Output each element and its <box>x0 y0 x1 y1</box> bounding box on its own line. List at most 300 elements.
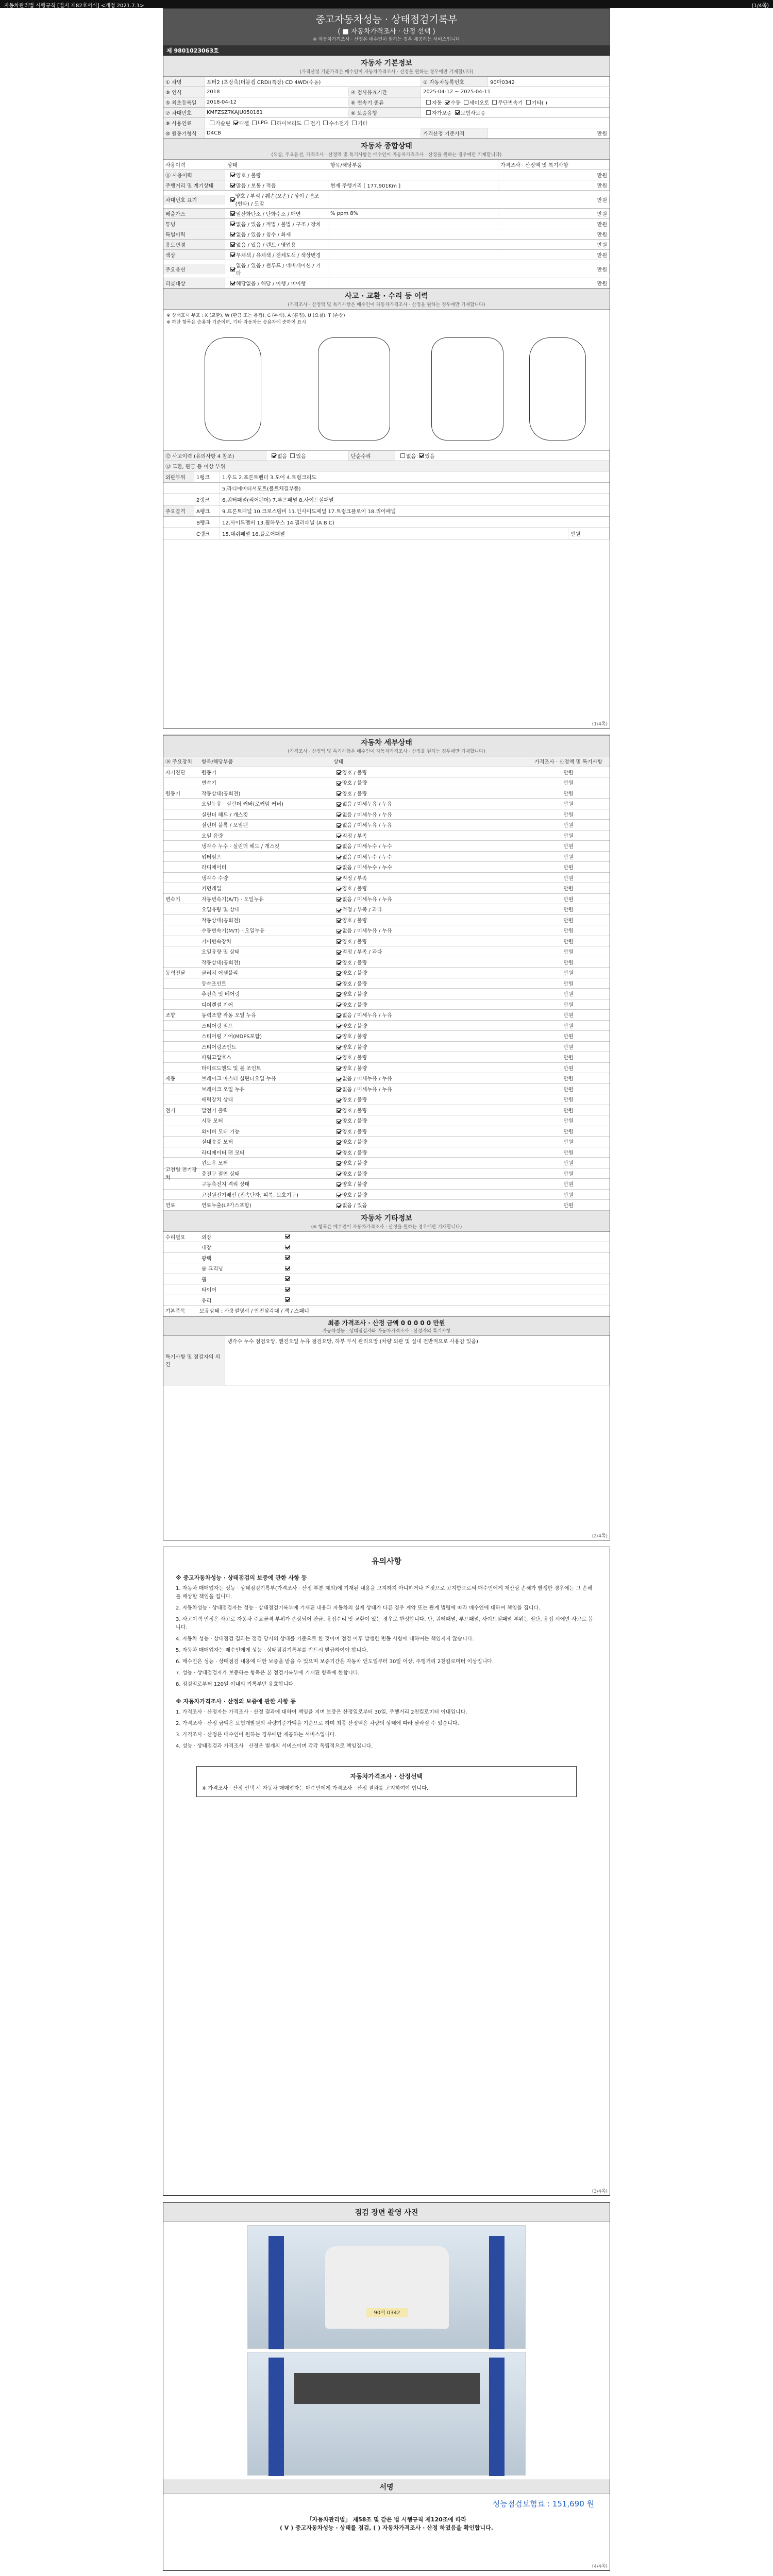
detail-row <box>163 999 610 1010</box>
state-checkbox[interactable] <box>337 1193 341 1197</box>
detail-price: 만원 <box>563 1055 574 1061</box>
inspect-value: 2025-04-12 ~ 2025-04-11 <box>421 88 610 96</box>
summary-row-price: 만원 <box>498 180 610 190</box>
detail-item: 발전기 출력 <box>201 1108 228 1114</box>
checkbox-gasoline[interactable] <box>210 121 214 125</box>
history-label: ⑫ 사고이력 (유의사항 4 참조) <box>163 451 266 461</box>
detail-price: 만원 <box>563 950 574 956</box>
accident-hint: (가격조사 · 산정액 및 특기사항은 매수인이 자동차가격조사 · 산정을 원하는 경우에만 기재합니다) <box>288 302 485 308</box>
detail-row <box>163 1137 610 1147</box>
detail-price: 만원 <box>563 1065 574 1072</box>
other-header <box>163 1211 610 1232</box>
summary-row <box>163 260 610 278</box>
state-checkbox[interactable] <box>337 823 341 828</box>
detail-item: 구동축전지 격리 상태 <box>201 1182 250 1188</box>
state-checkbox[interactable] <box>337 908 341 912</box>
summary-row-state-text: 무채색 / 유채색 / 전체도색 / 색상변경 <box>236 253 321 259</box>
opt-hybrid: 하이브리드 <box>276 121 301 127</box>
detail-row <box>163 852 610 862</box>
opt-simple-yes: 있음 <box>425 454 435 460</box>
state-checkbox[interactable] <box>337 992 341 997</box>
detail-item: 브레이크 오일 누유 <box>201 1087 245 1093</box>
state-checkbox[interactable] <box>337 1013 341 1018</box>
first-reg-value: 2018-04-12 <box>205 98 349 106</box>
detail-item: 동력조향 작동 오일 누유 <box>201 1013 257 1019</box>
detail-state <box>333 853 527 860</box>
state-checkbox[interactable] <box>337 1129 341 1134</box>
detail-row <box>163 873 610 884</box>
detail-price: 만원 <box>563 875 574 882</box>
other-item: 타이어 <box>201 1287 216 1294</box>
opt-diesel: 디젤 <box>239 121 249 127</box>
checkbox-hydrogen[interactable] <box>323 121 328 125</box>
summary-row-state <box>225 250 328 260</box>
detail-item: 커먼레일 <box>201 886 222 892</box>
state-checkbox[interactable] <box>285 1287 290 1292</box>
checkbox-electric[interactable] <box>305 121 309 125</box>
basic-row-5 <box>163 118 610 128</box>
summary-row-state-text: 일산화탄소 / 탄화수소 / 매연 <box>236 212 301 217</box>
state-checkbox[interactable] <box>230 183 235 188</box>
year-label: ③ 연식 <box>163 87 205 97</box>
detail-state <box>333 926 527 934</box>
fee-line <box>163 2494 610 2513</box>
detail-row <box>163 1168 610 1179</box>
detail-price: 만원 <box>563 781 574 787</box>
state-checkbox[interactable] <box>230 197 234 202</box>
notice-item: 1. 가격조사 · 산정자는 가격조사 · 산정 결과에 대하여 책임을 지며 보증은 산정일로부터 30일, 주행거리 2천킬로미터 이내입니다. <box>176 1709 467 1715</box>
detail-row <box>163 1073 610 1084</box>
detail-item: 자동변속기(A/T) · 오일누유 <box>201 896 264 903</box>
state-checkbox[interactable] <box>285 1276 290 1281</box>
other-row <box>163 1263 610 1274</box>
detail-state-text: 양호 / 불량 <box>342 1044 367 1050</box>
detail-state <box>333 1148 527 1156</box>
detail-price: 만원 <box>563 812 574 818</box>
detail-item: 변속기 <box>201 781 216 787</box>
summary-row-label: ⑪ 사용이력 <box>163 170 225 180</box>
detail-row <box>163 883 610 894</box>
detail-row <box>163 777 610 788</box>
detail-rows <box>163 767 610 1211</box>
detail-state <box>333 832 527 839</box>
state-checkbox[interactable] <box>337 1035 341 1039</box>
state-checkbox[interactable] <box>337 876 341 880</box>
form-reference: 자동차관리법 시행규칙 [별지 제82호서식] <개정 2021.7.1> <box>4 3 144 9</box>
detail-state <box>333 863 527 871</box>
detail-price: 만원 <box>563 1034 574 1040</box>
state-checkbox[interactable] <box>337 1119 341 1124</box>
summary-row-price: 만원 <box>498 209 610 218</box>
summary-row-state <box>225 229 328 239</box>
fee-label: 성능점검보험료 : <box>492 2499 550 2509</box>
page-number: (2/4쪽) <box>592 1534 608 1539</box>
state-checkbox[interactable] <box>285 1234 290 1239</box>
checkbox-trans-other[interactable] <box>526 100 531 105</box>
title-note: ※ 자동차가격조사 · 산정은 매수인이 원하는 경우 제공하는 서비스입니다 <box>313 37 460 42</box>
summary-row-state <box>225 209 328 218</box>
state-checkbox[interactable] <box>337 1003 341 1007</box>
spacer <box>163 483 220 494</box>
state-checkbox[interactable] <box>337 887 341 891</box>
state-checkbox[interactable] <box>337 939 341 944</box>
detail-item: 오일누유 · 실린더 커버(로커암 커버) <box>201 802 283 808</box>
spacer <box>163 517 194 528</box>
state-checkbox[interactable] <box>337 855 341 859</box>
state-checkbox[interactable] <box>285 1245 290 1249</box>
detail-row <box>163 1147 610 1158</box>
license-plate: 90마 0342 <box>366 2308 408 2317</box>
detail-row <box>163 788 610 799</box>
detail-main: 전기 <box>165 1108 176 1114</box>
checkbox-diesel[interactable] <box>233 121 238 125</box>
summary-row-price: 만원 <box>498 170 610 180</box>
detail-state-text: 양호 / 불량 <box>342 886 367 892</box>
car-left-side <box>205 337 261 440</box>
state-checkbox[interactable] <box>230 211 235 216</box>
summary-row-state-text: 양호 / 부식 / 훼손(오손) / 상이 / 변조(변타) / 도말 <box>235 194 320 207</box>
summary-row-state <box>225 278 328 288</box>
state-checkbox[interactable] <box>337 770 341 775</box>
state-checkbox[interactable] <box>337 866 341 870</box>
detail-price: 만원 <box>563 896 574 903</box>
detail-item: 와이퍼 모터 기능 <box>201 1129 240 1135</box>
other-row <box>163 1274 610 1285</box>
basic-items-value: 보유상태 : 사용설명서 / 안전삼각대 / 잭 / 스패너 <box>199 1309 309 1315</box>
checkbox-insurer-warranty[interactable] <box>455 110 460 115</box>
summary-row-state-text: 없음 / 있음 / 렌트 / 영업용 <box>236 243 296 248</box>
notice-list-2 <box>176 1708 597 1751</box>
plate-value: 90마0342 <box>488 77 610 87</box>
detail-price: 만원 <box>563 1023 574 1029</box>
detail-main: 제동 <box>165 1076 176 1082</box>
detail-state-text: 양호 / 불량 <box>342 781 367 787</box>
checkbox-simple-none[interactable] <box>400 453 405 458</box>
summary-header <box>163 139 610 160</box>
detail-item: 고전원전기배선 (접속단자, 피복, 보호기구) <box>201 1192 298 1198</box>
other-row <box>163 1242 610 1253</box>
detail-row <box>163 957 610 968</box>
detail-state-text: 없음 / 미세누유 / 누유 <box>342 812 392 818</box>
detail-column-header <box>163 756 610 767</box>
detail-state-text: 적정 / 부족 <box>342 833 367 839</box>
outer-rank1-row <box>163 471 610 483</box>
state-checkbox[interactable] <box>337 981 341 986</box>
detail-price: 만원 <box>563 1161 574 1167</box>
detail-state-text: 적정 / 부족 / 과다 <box>342 950 382 956</box>
state-checkbox[interactable] <box>230 173 235 177</box>
detail-item: 등속조인트 <box>201 981 227 987</box>
state-checkbox[interactable] <box>337 834 341 838</box>
detail-row <box>163 1179 610 1190</box>
state-checkbox[interactable] <box>230 281 235 285</box>
other-row <box>163 1284 610 1295</box>
checkbox-simple-yes[interactable] <box>419 453 424 458</box>
summary-row-state <box>225 260 328 278</box>
page-4 <box>163 2202 610 2571</box>
opt-fuel-other: 기타 <box>357 121 368 127</box>
detail-price: 만원 <box>563 791 574 797</box>
detail-item: 라디에이터 <box>201 865 227 871</box>
other-row <box>163 1295 610 1306</box>
state-checkbox[interactable] <box>337 1150 341 1155</box>
checkbox-manual[interactable] <box>445 100 449 105</box>
detail-item: 워터펌프 <box>201 854 222 860</box>
detail-row <box>163 1031 610 1042</box>
checkbox-semiauto[interactable] <box>464 100 468 105</box>
checkbox-fuel-other[interactable] <box>352 121 357 125</box>
detail-row <box>163 809 610 820</box>
state-checkbox[interactable] <box>285 1266 290 1270</box>
summary-row-state-text: 많음 / 보통 / 적음 <box>236 183 276 189</box>
summary-row-state <box>225 191 328 208</box>
detail-state-text: 양호 / 불량 <box>342 1118 367 1125</box>
state-checkbox[interactable] <box>337 781 341 786</box>
state-checkbox[interactable] <box>337 950 341 955</box>
detail-item: 파워고압호스 <box>201 1055 231 1061</box>
state-checkbox[interactable] <box>337 1098 341 1103</box>
basic-info-header <box>163 56 610 77</box>
rankC-label: C랭크 <box>194 528 220 539</box>
basic-row-1 <box>163 77 610 87</box>
state-checkbox[interactable] <box>337 1024 341 1028</box>
detail-state <box>333 1201 527 1209</box>
final-header <box>163 1316 610 1336</box>
detail-state-text: 양호 / 불량 <box>342 981 367 987</box>
other-state <box>282 1286 610 1292</box>
detail-state-text: 양호 / 불량 <box>342 1182 367 1188</box>
detail-price: 만원 <box>563 1013 574 1019</box>
sign-line-1: 「자동차관리법」 제58조 및 같은 법 시행규칙 제120조에 따라 <box>306 2516 467 2523</box>
special-label: 특기사항 및 점검자의 의견 <box>163 1336 225 1385</box>
detail-row <box>163 1126 610 1137</box>
summary-row-label: 주행거리 및 계기상태 <box>163 180 225 190</box>
opt-semiauto: 세미오토 <box>469 100 490 106</box>
vin-label: ⑦ 차대번호 <box>163 108 205 117</box>
detail-state <box>333 842 527 850</box>
photo-title: 점검 장면 촬영 사진 <box>355 2209 418 2217</box>
detail-state-text: 양호 / 불량 <box>342 939 367 945</box>
state-checkbox[interactable] <box>337 897 341 902</box>
record-title-block <box>163 9 610 45</box>
frameB-text: 12.사이드멤버 13.휠하우스 14.필러패널 (A B C) <box>220 517 610 528</box>
detail-state <box>333 1074 527 1082</box>
detail-price: 만원 <box>563 907 574 913</box>
checkbox-lpg[interactable] <box>252 121 257 125</box>
inspection-photo-front <box>247 2225 526 2349</box>
summary-row-state-text: 양호 / 불량 <box>236 173 261 179</box>
state-checkbox[interactable] <box>337 1182 341 1187</box>
detail-state-text: 양호 / 불량 <box>342 1140 367 1146</box>
notice-head-1: ※ 중고자동차성능 · 상태점검의 보증에 관한 사항 등 <box>176 1574 307 1581</box>
state-checkbox[interactable] <box>337 1108 341 1113</box>
state-checkbox[interactable] <box>230 232 235 236</box>
basic-items-label: 기본품목 <box>165 1309 186 1315</box>
state-checkbox[interactable] <box>285 1297 290 1302</box>
page-3 <box>163 1547 610 2196</box>
detail-state-text: 양호 / 불량 <box>342 1161 367 1167</box>
car-right-side <box>529 337 586 440</box>
state-checkbox[interactable] <box>337 812 341 817</box>
checkbox-history-yes[interactable] <box>290 453 295 458</box>
basic-info-title: 자동차 기본정보 <box>361 59 412 67</box>
price-select-box <box>196 1766 577 1797</box>
frame-c-row <box>163 528 610 539</box>
detail-item: 라디에이터 팬 모터 <box>201 1150 245 1156</box>
detail-state-text: 없음 / 미세누유 / 누유 <box>342 1013 392 1019</box>
detail-price: 만원 <box>563 1182 574 1188</box>
other-title: 자동차 기타정보 <box>361 1214 412 1223</box>
state-checkbox[interactable] <box>337 1066 341 1071</box>
detail-state-text: 양호 / 불량 <box>342 1192 367 1198</box>
car-diagram <box>163 327 610 451</box>
accident-price-unit: 만원 <box>568 528 610 539</box>
detail-row <box>163 1084 610 1095</box>
state-checkbox[interactable] <box>337 1140 341 1145</box>
detail-state-text: 없음 / 미세누수 / 누수 <box>342 865 392 871</box>
other-state <box>282 1276 610 1282</box>
detail-price: 만원 <box>563 833 574 839</box>
detail-state-text: 양호 / 불량 <box>342 791 367 797</box>
notice-item: 7. 성능 · 상태점검자가 보증하는 항목은 본 점검기록부에 기재된 항목에 한합니다. <box>176 1670 360 1676</box>
summary-row-detail <box>328 223 498 225</box>
checkbox-history-none[interactable] <box>272 453 276 458</box>
col-price: 가격조사 · 산정액 및 특기사항 <box>534 759 602 766</box>
summary-row <box>163 191 610 209</box>
state-checkbox[interactable] <box>337 1172 341 1176</box>
page-number: (1/4쪽) <box>592 722 608 727</box>
summary-row-price: 만원 <box>498 250 610 260</box>
detail-state <box>333 1064 527 1072</box>
detail-state-text: 양호 / 불량 <box>342 1065 367 1072</box>
summary-row-detail <box>328 282 498 284</box>
detail-state-text: 없음 / 미세누유 / 누유 <box>342 1087 392 1093</box>
summary-row-state-text: 없음 / 있음 / 썬루프 / 네비게이션 / 기타 <box>236 263 321 277</box>
detail-main: 원동기 <box>165 791 180 797</box>
detail-price: 만원 <box>563 981 574 987</box>
state-checkbox[interactable] <box>337 791 341 796</box>
detail-row <box>163 820 610 831</box>
detail-state <box>333 990 527 997</box>
detail-row <box>163 1158 610 1168</box>
state-checkbox[interactable] <box>337 1077 341 1081</box>
detail-row <box>163 841 610 852</box>
vin-value: KMFZSZ7KAJU050181 <box>205 109 349 116</box>
detail-row <box>163 989 610 999</box>
detail-item: 실린더 블록 / 오일팬 <box>201 823 248 829</box>
detail-item: 냉각수 수량 <box>201 875 228 882</box>
other-row <box>163 1232 610 1243</box>
opt-history-none: 없음 <box>277 454 288 460</box>
legend-line-1: ※ 상태표시 부호 : X (교환), W (판금 또는 용접), C (부식), A (흠집), U (요철), T (손상) <box>166 313 345 318</box>
detail-price: 만원 <box>563 960 574 966</box>
detail-item: 시동 모터 <box>201 1118 223 1125</box>
opt-trans-other: 기타( ) <box>531 100 547 106</box>
state-checkbox[interactable] <box>337 960 341 965</box>
state-checkbox[interactable] <box>337 802 341 807</box>
outer-label: 외판부위 <box>163 471 194 482</box>
summary-row-price: 만원 <box>498 240 610 249</box>
detail-price: 만원 <box>563 939 574 945</box>
summary-row-state <box>225 180 328 190</box>
detail-row <box>163 1042 610 1053</box>
state-checkbox[interactable] <box>230 222 235 226</box>
summary-row-price: 만원 <box>498 195 610 205</box>
summary-title: 자동차 종합상태 <box>361 142 412 150</box>
detail-price: 만원 <box>563 1108 574 1114</box>
state-checkbox[interactable] <box>337 844 341 849</box>
checkbox-self-warranty[interactable] <box>426 110 431 115</box>
state-checkbox[interactable] <box>285 1255 290 1260</box>
detail-state <box>333 1011 527 1019</box>
page-title: 중고자동차성능 · 상태점검기록부 <box>315 14 458 25</box>
engine-label: ⑩ 원동기형식 <box>163 128 205 138</box>
detail-state <box>333 874 527 882</box>
detail-state <box>333 810 527 818</box>
outer-rank2-row <box>163 494 610 505</box>
detail-item: 오일유량 및 상태 <box>201 950 240 956</box>
trans-options <box>421 97 610 107</box>
detail-price: 만원 <box>563 886 574 892</box>
detail-item: 스티어링 기어(MDPS포함) <box>201 1034 262 1040</box>
notice-item: 3. 사고이력 인정은 사고로 자동차 주요골격 부위가 손상되어 판금, 용접수리 및 교환이 있는 경우로 한정합니다. 단, 쿼터패널, 루프패널, 사이드실패널 부위는 절단, 용접 시에만 사고로 봅니다. <box>176 1617 594 1631</box>
detail-state <box>333 1085 527 1093</box>
state-checkbox[interactable] <box>337 1204 341 1208</box>
checkbox-cvt[interactable] <box>492 100 497 105</box>
other-item: 유리 <box>201 1298 212 1304</box>
page-number: (3/4쪽) <box>592 2189 608 2194</box>
summary-row-detail <box>328 268 498 270</box>
state-checkbox[interactable] <box>337 971 341 976</box>
state-checkbox[interactable] <box>337 1161 341 1166</box>
state-checkbox[interactable] <box>337 1045 341 1049</box>
state-checkbox[interactable] <box>230 267 235 272</box>
summary-row <box>163 209 610 219</box>
summary-row-state-text: 없음 / 있음 / 적법 / 불법 / 구조 / 장치 <box>236 222 321 228</box>
state-checkbox[interactable] <box>337 929 341 934</box>
state-checkbox[interactable] <box>230 242 235 247</box>
detail-row <box>163 968 610 978</box>
detail-state-text: 없음 / 미세누수 / 누수 <box>342 844 392 850</box>
car-name-value: 포터2 (초장축)더블캡 CRDi(특장) CD 4WD(수동) <box>205 77 421 87</box>
col-main: ⑭ 주요장치 <box>165 759 192 766</box>
opt-lpg: LPG <box>258 120 268 126</box>
detail-state-text: 양호 / 불량 <box>342 960 367 966</box>
state-checkbox[interactable] <box>337 918 341 923</box>
detail-state <box>333 1032 527 1040</box>
state-checkbox[interactable] <box>337 1087 341 1092</box>
basic-row-2 <box>163 87 610 97</box>
detail-price: 만원 <box>563 1118 574 1125</box>
detail-state-text: 양호 / 불량 <box>342 918 367 924</box>
checkbox-hybrid[interactable] <box>271 121 276 125</box>
summary-row-label: 배출가스 <box>163 209 225 218</box>
checkbox-auto[interactable] <box>426 100 431 105</box>
notice-item: 2. 가격조사 · 산정 금액은 보험개발원의 차량기준가액을 기준으로 하며 최종 산정액은 차량의 상태에 따라 달라질 수 있습니다. <box>176 1721 459 1726</box>
summary-row <box>163 250 610 260</box>
summary-row <box>163 219 610 229</box>
detail-state <box>333 937 527 945</box>
detail-item: 배력장치 상태 <box>201 1097 233 1104</box>
summary-col-note: 항목/해당부품 <box>328 160 498 170</box>
notice-item: 4. 자동차 성능 · 상태점검 결과는 점검 당시의 상태를 기준으로 한 것이며 점검 이후 발생한 변동 사항에 대하여는 책임지지 않습니다. <box>176 1636 474 1642</box>
simple-options <box>395 451 610 461</box>
state-checkbox[interactable] <box>230 252 235 257</box>
detail-state <box>333 947 527 955</box>
detail-state <box>333 768 527 776</box>
state-checkbox[interactable] <box>337 1056 341 1060</box>
col-state: 상태 <box>333 759 344 766</box>
